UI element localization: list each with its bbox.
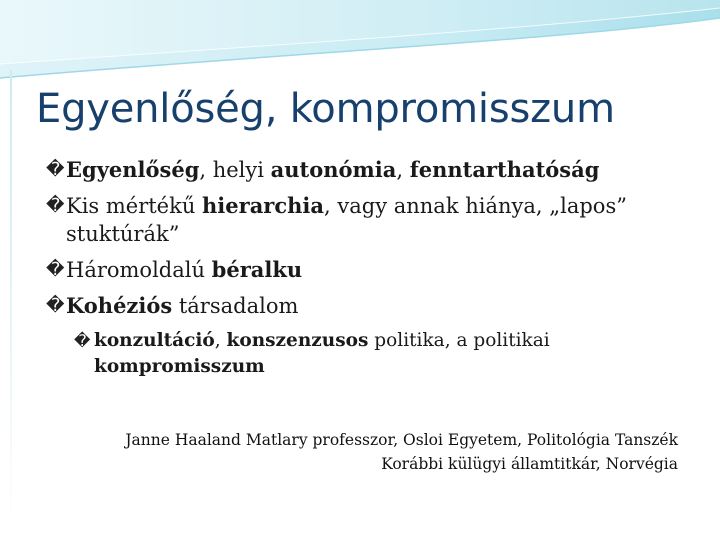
bullet-marker-icon: � <box>46 259 65 280</box>
left-accent-line <box>10 70 12 530</box>
bullet-text: , <box>396 158 410 182</box>
bullet-text: politika, a politikai <box>368 330 550 351</box>
slide-title: Egyenlőség, kompromisszum <box>36 86 615 132</box>
header-wave-decoration <box>0 0 720 90</box>
bullet-marker-icon: � <box>46 195 65 216</box>
bullet-text-bold: konszenzusos <box>226 330 369 351</box>
bullet-text-bold: Kohéziós <box>66 293 173 318</box>
credit-line-name: Janne Haaland Matlary professzor, Osloi Egyetem, Politológia Tanszék <box>125 431 678 449</box>
bullet-text-bold: kompromisszum <box>94 356 265 377</box>
bullet-text-bold: fenntarthatóság <box>409 157 600 182</box>
bullet-text-bold: Egyenlőség <box>66 157 200 182</box>
credit-line-role: Korábbi külügyi államtitkár, Norvégia <box>381 455 678 473</box>
bullet-text-bold: béralku <box>211 257 303 282</box>
bullet-text: Kis mértékű <box>66 194 203 218</box>
bullet-item <box>46 256 696 284</box>
bullet-item <box>46 292 696 320</box>
bullet-text-bold: hierarchia <box>202 193 325 218</box>
bullet-list <box>46 156 696 380</box>
bullet-text-bold: autonómia <box>270 157 397 182</box>
bullet-marker-icon: � <box>46 295 65 316</box>
bullet-marker-icon: � <box>74 331 91 350</box>
bullet-item <box>46 156 696 184</box>
bullet-text-bold: konzultáció <box>94 330 215 351</box>
bullet-text: társadalom <box>172 294 299 318</box>
bullet-text: , <box>214 330 227 351</box>
bullet-item <box>46 192 696 248</box>
sub-bullet-item <box>74 328 696 380</box>
author-credit <box>40 428 678 476</box>
bullet-text: , helyi <box>199 158 271 182</box>
bullet-text: , vagy annak hiánya, „lapos” stuktúrák” <box>66 194 627 246</box>
bullet-text: Háromoldalú <box>66 258 212 282</box>
bullet-marker-icon: � <box>46 159 65 180</box>
